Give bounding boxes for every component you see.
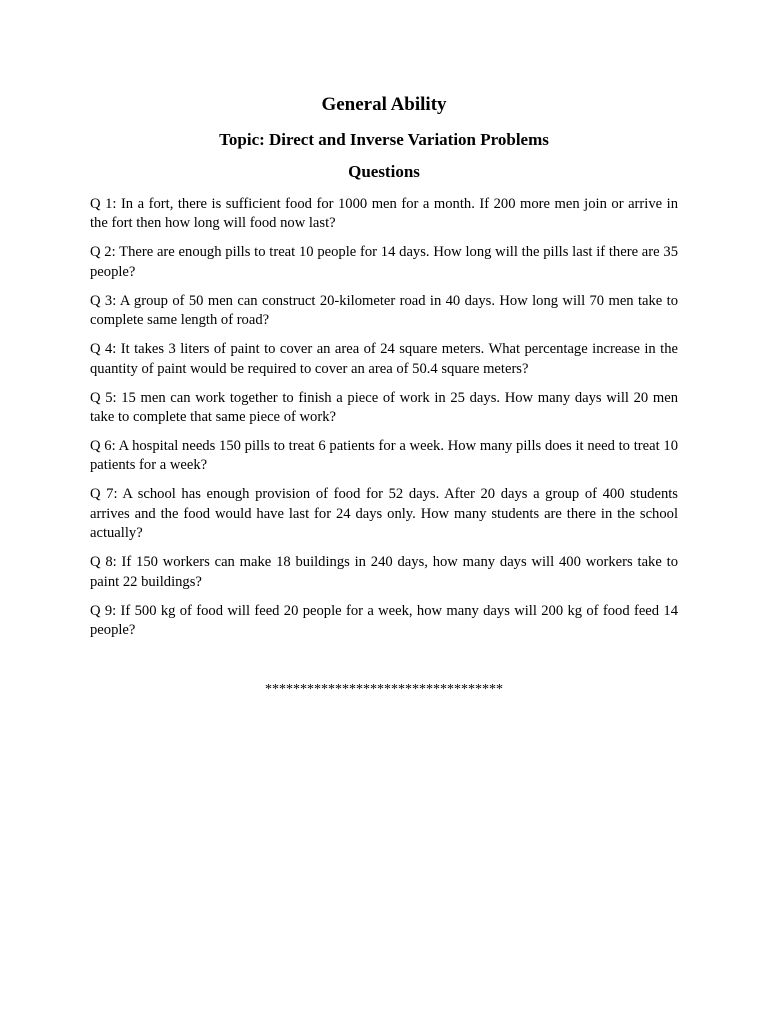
question-item: Q 3: A group of 50 men can construct 20-kilometer road in 40 days. How long will 70 men take to complete same length of road? bbox=[90, 292, 678, 329]
questions-heading: Questions bbox=[348, 162, 420, 181]
question-item: Q 6: A hospital needs 150 pills to treat 6 patients for a week. How many pills does it need to treat 10 patients for a week? bbox=[90, 438, 678, 474]
question-item: Q 4: It takes 3 liters of paint to cover an area of 24 square meters. What percentage increase in the quantity of paint would be required to cover an area of 50.4 square meters? bbox=[90, 341, 678, 377]
question-item: Q 1: In a fort, there is sufficient food for 1000 men for a month. If 200 more men join or arrive in the fort then how long will food now last? bbox=[90, 196, 678, 232]
end-separator: ********************************** bbox=[265, 682, 503, 697]
question-item: Q 7: A school has enough provision of food for 52 days. After 20 days a group of 400 students arrives and the food would have last for 24 days only. How many students are there in the school actually? bbox=[90, 486, 678, 542]
question-item: Q 8: If 150 workers can make 18 buildings in 240 days, how many days will 400 workers take to paint 22 buildings? bbox=[90, 554, 678, 590]
question-item: Q 2: There are enough pills to treat 10 people for 14 days. How long will the pills last if there are 35 people? bbox=[90, 244, 678, 280]
question-item: Q 5: 15 men can work together to finish a piece of work in 25 days. How many days will 20 men take to complete that same piece of work? bbox=[90, 389, 678, 426]
question-item: Q 9: If 500 kg of food will feed 20 people for a week, how many days will 200 kg of food feed 14 people? bbox=[90, 602, 678, 639]
topic-heading: Topic: Direct and Inverse Variation Problems bbox=[219, 130, 549, 149]
questions-list bbox=[90, 195, 678, 650]
page-title: General Ability bbox=[321, 94, 447, 115]
